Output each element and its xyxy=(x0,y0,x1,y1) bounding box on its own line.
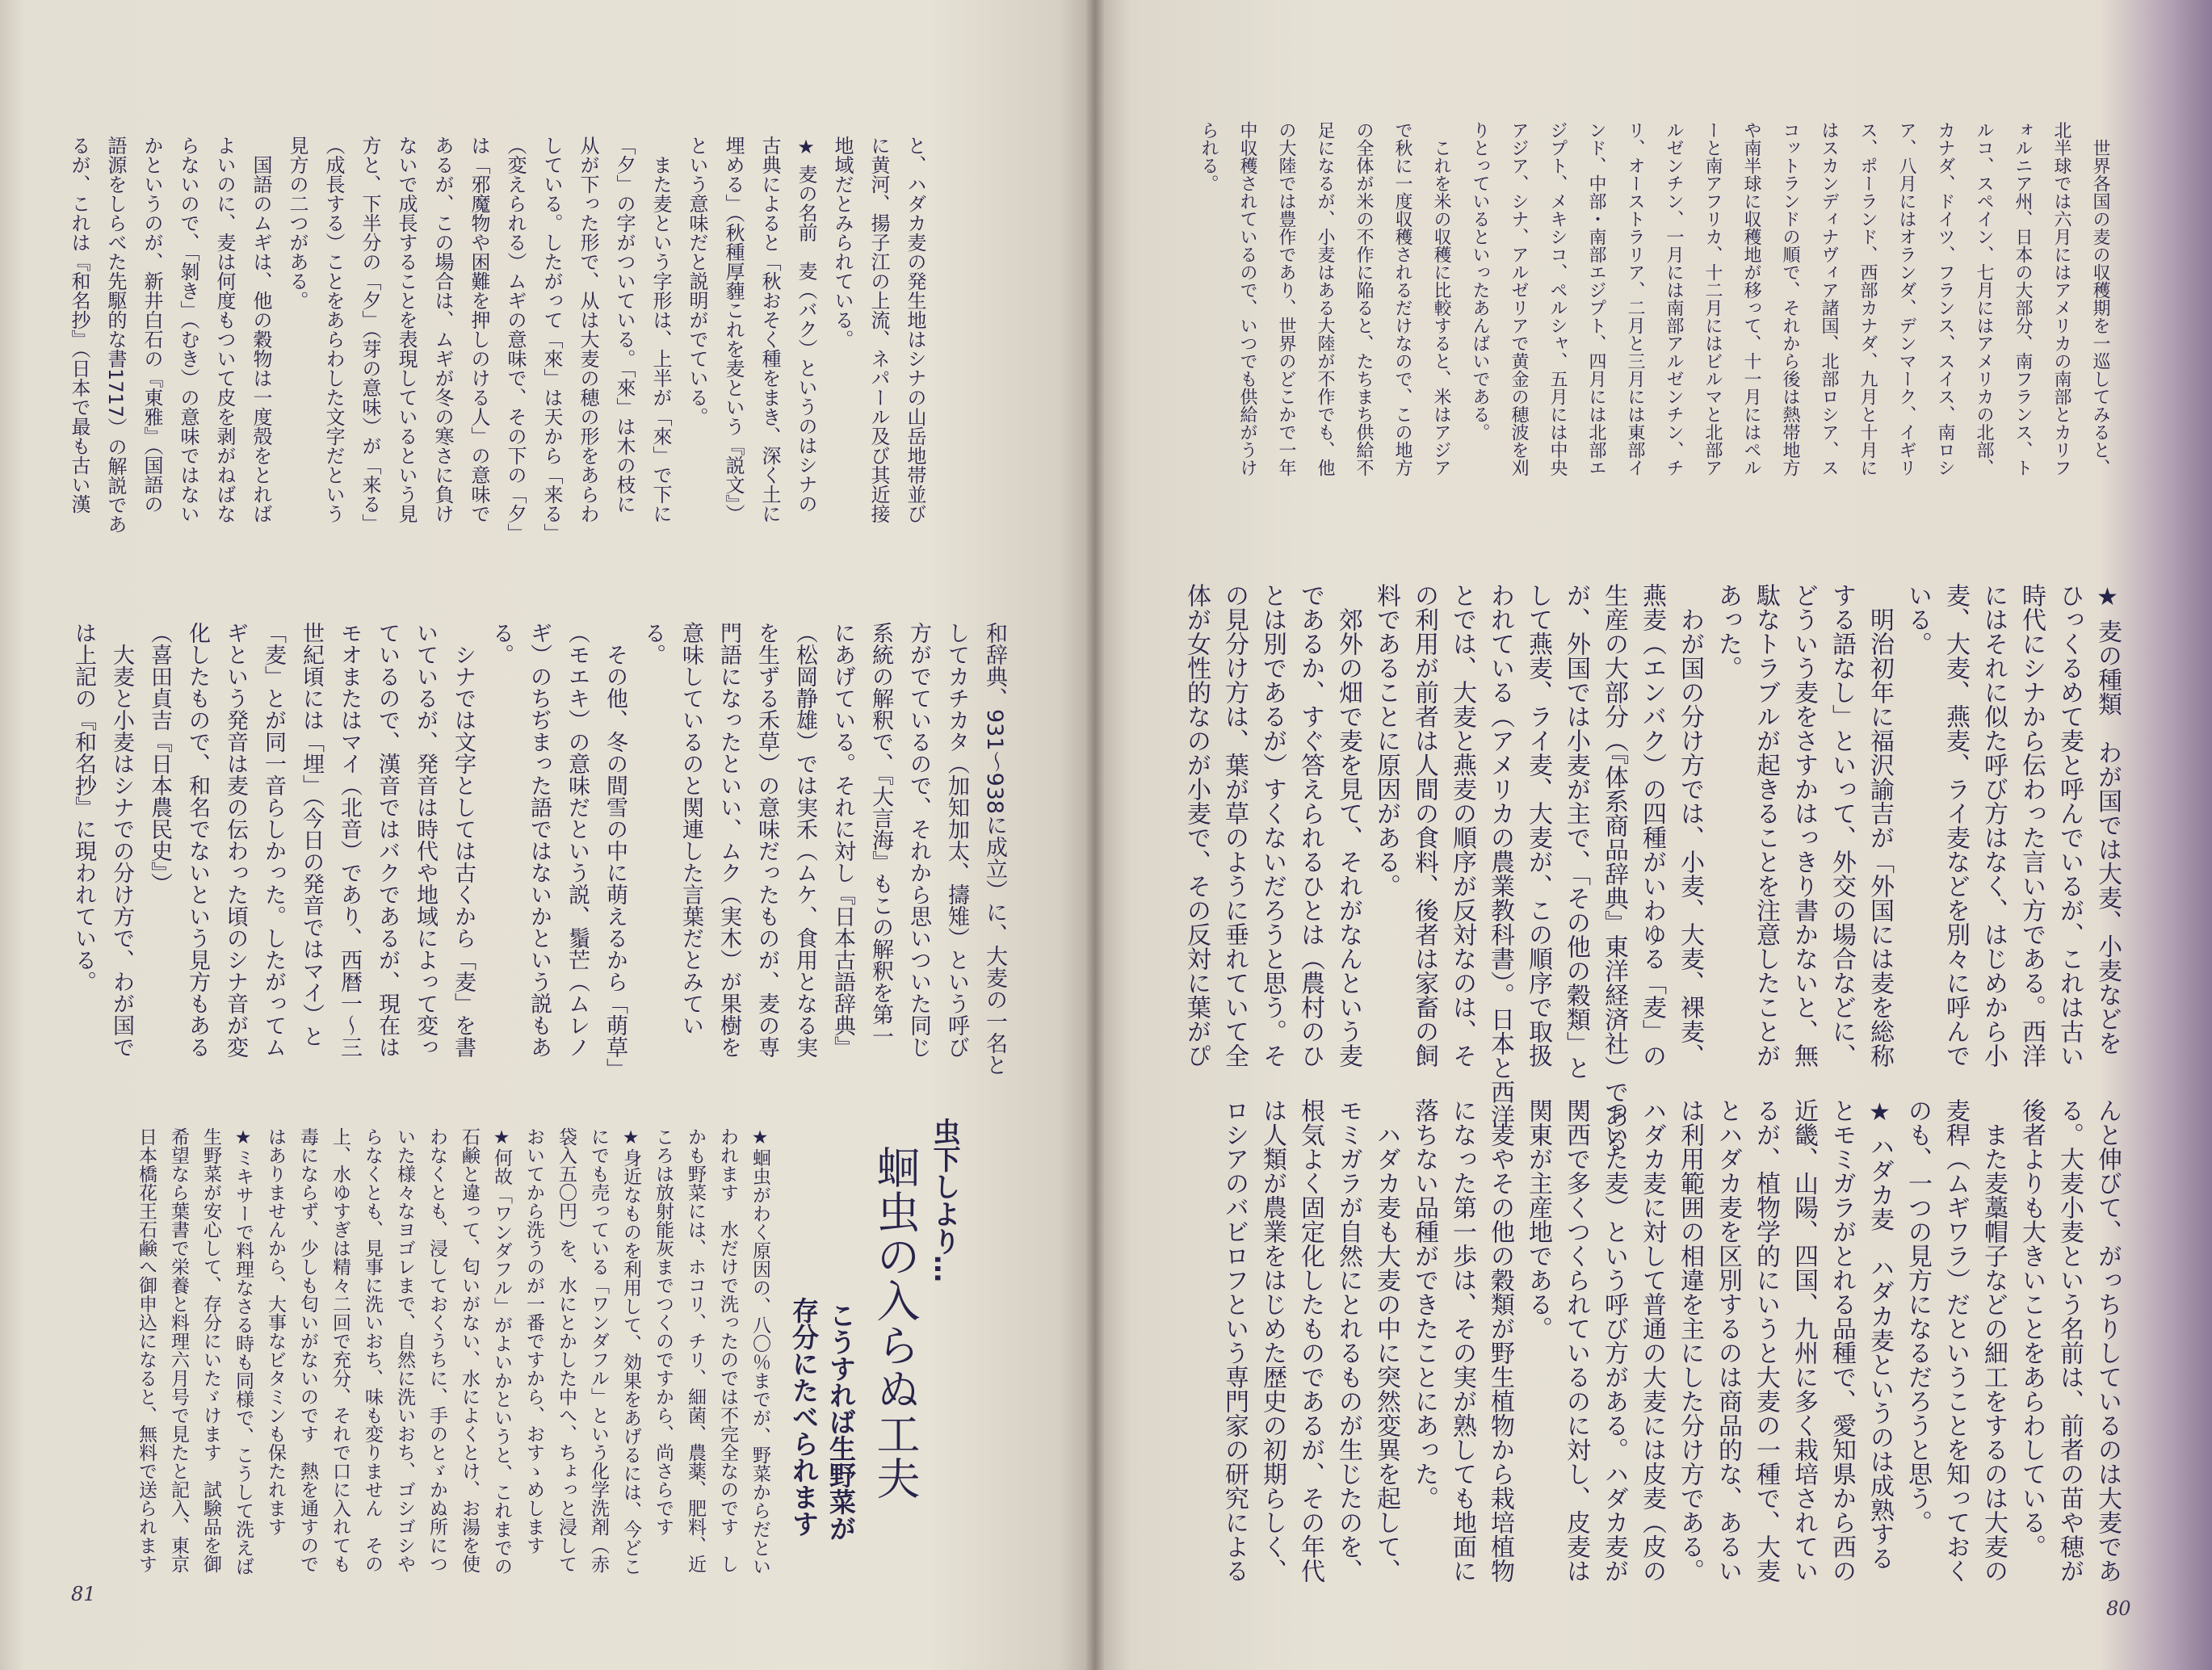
text-column: や南半球に収穫地が移って、十一月にはペル xyxy=(1741,121,1761,476)
text-column: 郊外の畑で麦を見て、それがなんという麦 xyxy=(1334,583,1362,1068)
text-column: ★ミキサーで料理なさる時も同様で、こうして洗えば xyxy=(233,1127,254,1576)
text-column: の見分け方は、葉が草のように垂れていて全 xyxy=(1220,583,1249,1068)
text-column: 化したもので、和名でないという見方もある xyxy=(185,622,210,1058)
text-column: はありませんから、大事なビタミンも保たれます xyxy=(265,1127,286,1536)
text-column: 関東が主産地である。 xyxy=(1524,1098,1552,1341)
text-column: して燕麦、ライ麦、大麦が、この順序で取扱 xyxy=(1524,583,1552,1068)
text-column: （喜田貞吉『日本農民史』） xyxy=(147,622,172,895)
text-column: 近畿、山陽、四国、九州に多く栽培されてい xyxy=(1790,1098,1818,1583)
text-column: 足になるが、小麦はある大陸が不作でも、他 xyxy=(1315,121,1335,476)
text-column: ★ 麦の名前 麦（バク）というのはシナの xyxy=(795,136,817,514)
text-column: 国語のムギは、他の穀物は一度殻をとれば xyxy=(250,136,272,523)
text-column: モオまたはマイ（北音）であり、西暦一〜三 xyxy=(337,622,362,1058)
article-types-block xyxy=(1177,583,2126,1152)
ad-subtitle-2: 存分にたべられます xyxy=(788,1297,820,1537)
text-column: している。したがって「來」は天から「来る」 xyxy=(540,136,563,543)
text-column: ているので、漢音ではバクであるが、現在は xyxy=(375,622,400,1058)
text-column: かというのが、新井白石の『東雅』（国語の xyxy=(141,136,163,514)
text-column: われている（アメリカの農業教科書）。日本と西洋 xyxy=(1486,583,1514,1128)
text-column: ★蛔虫がわく原因の、八〇％までが、野菜からだとい xyxy=(749,1127,770,1576)
text-column: は人類が農業をはじめた歴史の初期らしく、 xyxy=(1258,1098,1286,1583)
text-column: んと伸びて、がっちりしているのは大麦であ xyxy=(2093,1098,2122,1583)
text-column: になった第一歩は、その実が熟しても地面に xyxy=(1448,1098,1476,1583)
text-column: これを米の収穫に比較すると、米はアジア xyxy=(1431,121,1451,476)
text-column: とでは、大麦と燕麦の順序が反対なのは、そ xyxy=(1448,583,1476,1068)
text-column: の利用が前者は人間の食料、後者は家畜の飼 xyxy=(1410,583,1438,1068)
text-column: 麦、大麦、燕麦、ライ麦などを別々に呼んで xyxy=(1941,583,1970,1068)
text-column: 「麦」とが同一音らしかった。したがってム xyxy=(261,622,286,1058)
text-column: 語源をしらべた先駆的な書1717）の解説であ xyxy=(104,136,127,535)
text-column: おいてから洗うのが一番ですから、おすゝめします xyxy=(523,1127,544,1555)
text-column: カナダ、ドイツ、フランス、スイス、南ロシ xyxy=(1935,121,1955,476)
text-column: アジア、シナ、アルゼリアで黄金の穂波を刈 xyxy=(1509,121,1529,476)
text-column: とハダカ麦を区別するのは商品的な、あるい xyxy=(1714,1098,1742,1583)
text-column: 埋める」（秋種厚薶これを麦という『説文』） xyxy=(722,136,745,523)
text-column: わが国の分け方では、小麦、大麦、裸麦、 xyxy=(1676,583,1704,1068)
text-column: 石鹸と違って、匂いがない、水によくとけ、お湯を使 xyxy=(459,1127,480,1573)
text-column: 和辞典、931〜938に成立）に、大麦の一名と xyxy=(982,622,1007,1076)
text-column: 燕麦（エンバク）の四種がいわゆる「麦」の xyxy=(1638,583,1666,1068)
text-column: とモミガラがとれる品種で、愛知県から西の xyxy=(1828,1098,1856,1583)
text-column: いる。 xyxy=(1903,583,1932,656)
page-number-right: 80 xyxy=(2106,1597,2131,1620)
text-column: あった。 xyxy=(1714,583,1742,680)
text-column: 後者よりも大きいことをあらわしている。 xyxy=(2017,1098,2046,1559)
text-column: にあげている。それに対し『日本古語辞典』 xyxy=(830,622,855,1058)
text-column: わなくとも、浸しておくうちに、手のとゞかぬ所につ xyxy=(426,1127,447,1573)
text-column: ★ ハダカ麦 ハダカ麦というのは成熟する xyxy=(1866,1098,1894,1571)
text-column: 生産の大部分（『体系商品辞典』東洋経済社）である xyxy=(1600,583,1628,1152)
text-column: どういう麦をさすかはっきり書かないと、無 xyxy=(1790,583,1818,1068)
text-column: ア、八月にはオランダ、デンマーク、イギリ xyxy=(1896,121,1916,476)
text-column: 「夕」の字がついている。「來」は木の枝に xyxy=(613,136,636,514)
text-column: の大陸では豊作であり、世界のどこかで一年 xyxy=(1276,121,1296,476)
article-origin-block xyxy=(61,136,933,543)
text-column: 門語になったといい、ムク（実木）が果樹を xyxy=(716,622,741,1058)
text-column: ★身近なものを利用して、効果をあげるには、今どこ xyxy=(620,1127,641,1576)
text-column: 地域だとみられている。 xyxy=(831,136,854,349)
text-column: は「邪魔物や困難を押しのける人」の意味で xyxy=(468,136,490,523)
text-column: ルゼンチン、一月には南部アルゼンチン、チ xyxy=(1664,121,1684,476)
text-column: ス、ポーランド、西部カナダ、九月と十月に xyxy=(1857,121,1878,476)
text-column: の全体が米の不作に陥ると、たちまち供給不 xyxy=(1354,121,1374,476)
text-column: 駄なトラブルが起きることを注意したことが xyxy=(1752,583,1780,1068)
text-column: 麦やその他の穀類が野生植物から栽培植物 xyxy=(1486,1098,1514,1583)
text-column: と、ハダカ麦の発生地はシナの山岳地帯並び xyxy=(904,136,926,523)
text-column: 希望なら葉書で栄養と料理六月号で見たと記入、東京 xyxy=(168,1127,189,1573)
text-column: ルコ、スペイン、七月にはアメリカの北部、 xyxy=(1974,121,1994,476)
text-column: （松岡静雄）では実禾（ムケ、食用となる実 xyxy=(792,622,817,1058)
text-column: 方と、下半分の「夕」（芽の意味）が「来る」 xyxy=(359,136,381,533)
text-column: われます 水だけで洗ったのでは不完全なのです し xyxy=(717,1127,738,1573)
text-column: リ、オーストラリア、二月と三月には東部イ xyxy=(1625,121,1645,476)
text-column: 大麦と小麦はシナでの分け方で、わが国で xyxy=(109,622,134,1058)
ad-body xyxy=(130,1127,776,1580)
text-column: を生ずる禾草）の意味だったものが、麦の専 xyxy=(754,622,779,1058)
text-column: 世界各国の麦の収穫期を一巡してみると、 xyxy=(2090,121,2110,476)
text-column: また麦という字形は、上半が「來」で下に xyxy=(649,136,672,523)
text-column: る。 xyxy=(489,622,514,665)
ad-kicker: 虫下しより… xyxy=(928,1118,960,1282)
text-column: 世紀頃には「埋」（今日の発音ではマイ）と xyxy=(299,622,324,1047)
text-column: ころは放射能灰までつくのですから、尚さらです xyxy=(653,1127,674,1536)
text-column: よいのに、麦は何度もついて皮を剥がねばな xyxy=(213,136,236,523)
text-column: 見方の二つがある。 xyxy=(286,136,309,310)
text-column: 方がでているので、それから思いついた同じ xyxy=(906,622,931,1058)
ad-title: 蛔虫の入らぬ工夫 xyxy=(870,1145,921,1500)
text-column: ハダカ麦も大麦の中に突然変異を起して、 xyxy=(1372,1098,1400,1583)
article-harvest-block xyxy=(1189,121,2119,493)
text-column: 根気よく固定化したものであるが、その年代 xyxy=(1296,1098,1324,1583)
text-column: （変えられる）ムギの意味で、その下の「夕」 xyxy=(504,136,527,543)
text-column: ロシアのバビロフという専門家の研究による xyxy=(1220,1098,1249,1583)
text-column: るが、これは『和名抄』（日本で最も古い漢 xyxy=(68,136,90,514)
text-column: 古典によると「秋おそく種をまき、深く土に xyxy=(758,136,781,523)
text-column: 生野菜が安心して、存分にいたゞけます 試験品を御 xyxy=(200,1127,221,1573)
text-column: ーと南アフリカ、十二月にはビルマと北部ア xyxy=(1702,121,1723,476)
text-column: る。 xyxy=(640,622,665,665)
text-column: ギ）のちぢまった語ではないかという説もあ xyxy=(527,622,552,1058)
text-column: ★何故「ワンダフル」がよいかというと、これまでの xyxy=(491,1127,512,1576)
ad-subtitle-1: こうすれば生野菜が xyxy=(825,1302,857,1542)
text-column: （モエキ）の意味だという説、鬚芒（ムレノ xyxy=(565,622,590,1058)
text-column: 北半球では六月にはアメリカの南部とカリフ xyxy=(2051,121,2071,476)
text-column: いているが、発音は時代や地域によって変っ xyxy=(413,622,438,1058)
text-column: ないで成長することを表現しているという見 xyxy=(395,136,418,523)
text-column: はスカンディナヴィア諸国、北部ロシア、ス xyxy=(1819,121,1839,476)
article-hadaka-block xyxy=(1215,1098,2126,1599)
text-column: モミガラが自然にとれるものが生じたのを、 xyxy=(1334,1098,1362,1583)
text-column: いた様々なヨゴレまで、自然に洗いおち、ゴシゴシや xyxy=(394,1127,415,1573)
text-column: とは別であるが）すくないだろうと思う。そ xyxy=(1258,583,1286,1068)
text-column: 麦稈（ムギワラ）だということを知っておく xyxy=(1941,1098,1970,1583)
text-column: あるが、この場合は、ムギが冬の寒さに負け xyxy=(431,136,454,523)
text-column: る。大麦小麦という名前は、前者の苗や穂が xyxy=(2055,1098,2084,1583)
text-column: 上、水ゆすぎは精々二回で充分、それで口に入れても xyxy=(329,1127,350,1573)
text-column: にでも売っている「ワンダフル」という化学洗剤（赤 xyxy=(588,1127,609,1573)
text-column: という意味だと説明がでている。 xyxy=(686,136,708,426)
text-column: その他、冬の間雪の中に萌えるから「萌草」 xyxy=(602,622,628,1080)
text-column: する語なし」といって、外交の場合などに、 xyxy=(1828,583,1856,1068)
text-column: らないので、「剝き」（むき）の意味ではない xyxy=(177,136,199,523)
text-column: ジプト、メキシコ、ペルシャ、五月には中央 xyxy=(1547,121,1568,476)
text-column: られる。 xyxy=(1198,121,1219,192)
text-column: で秋に一度収穫されるだけなので、この地方 xyxy=(1392,121,1412,476)
text-column: に黄河、揚子江の上流、ネパール及び其近接 xyxy=(867,136,890,523)
text-column: また麦藁帽子などの細工をするのは大麦の xyxy=(1979,1098,2008,1583)
text-column: であるか、すぐ答えられるひとは（農村のひ xyxy=(1296,583,1324,1068)
book-gutter xyxy=(1086,0,1104,1670)
text-column: が、外国では小麦が主で、「その他の穀類」と xyxy=(1562,583,1590,1080)
text-column: 関西で多くつくられているのに対し、皮麦は xyxy=(1562,1098,1590,1583)
text-column: してカチカタ（加知加太、擣雉）という呼び xyxy=(944,622,969,1058)
text-column: は利用範囲の相違を主にした分け方である。 xyxy=(1676,1098,1704,1583)
text-column: 体が女性的なのが小麦で、その反対に葉がぴ xyxy=(1182,583,1211,1068)
text-column: ひっくるめて麦と呼んでいるが、これは古い xyxy=(2055,583,2084,1068)
text-column: のも、一つの見方になるだろうと思う。 xyxy=(1903,1098,1932,1534)
text-column: ★ 麦の種類 わが国では大麦、小麦などを xyxy=(2093,583,2122,1055)
text-column: るが、植物学的にいうと大麦の一種で、大麦 xyxy=(1752,1098,1780,1583)
text-column: は上記の『和名抄』に現われている。 xyxy=(71,622,96,992)
page-number-left: 81 xyxy=(71,1583,96,1605)
text-column: ンド、中部・南部エジプト、四月には北部エ xyxy=(1586,121,1606,476)
text-column: （成長する）ことをあらわした文字だという xyxy=(322,136,345,523)
text-column: にはそれに似た呼び方はなく、はじめから小 xyxy=(1979,583,2008,1068)
text-column: ついた麦）という呼び方がある。ハダカ麦が xyxy=(1600,1098,1628,1583)
text-column: 料であることに原因がある。 xyxy=(1372,583,1400,898)
text-column: 毒にならず、少しも匂いがないのです 熱を通すので xyxy=(297,1127,318,1573)
text-column: 中収穫されているので、いつでも供給がうけ xyxy=(1237,121,1257,476)
text-column: ハダカ麦に対して普通の大麦には皮麦（皮の xyxy=(1638,1098,1666,1583)
text-column: シナでは文字としては古くから「麦」を書 xyxy=(451,622,476,1058)
text-column: 明治初年に福沢諭吉が「外国には麦を総称 xyxy=(1866,583,1894,1068)
text-column: 意味しているのと関連した言葉だとみてい xyxy=(678,622,703,1036)
text-column: 从が下った形で、从は大麦の穂の形をあらわ xyxy=(577,136,599,523)
text-column: かも野菜には、ホコリ、チリ、細菌、農薬、肥料、近 xyxy=(685,1127,706,1573)
text-column: りとっているといったあんばいである。 xyxy=(1470,121,1490,441)
text-column: 時代にシナから伝わった言い方である。西洋 xyxy=(2017,583,2046,1068)
text-column: 日本橋花王石鹸へ御申込になると、無料で送られます xyxy=(136,1127,157,1573)
text-column: ギという発音は麦の伝わった頃のシナ音が変 xyxy=(223,622,248,1058)
article-etymology-block xyxy=(65,622,1014,1080)
text-column: コットランドの順で、それから後は熱帯地方 xyxy=(1780,121,1800,476)
text-column: らなくとも、見事に洗いおち、味も変りません その xyxy=(362,1127,383,1573)
text-column: 落ちない品種ができたことにあった。 xyxy=(1410,1098,1438,1510)
text-column: 系統の解釈で、『大言海』もこの解釈を第一 xyxy=(868,622,893,1047)
text-column: ォルニア州、日本の大部分、南フランス、ト xyxy=(2013,121,2033,476)
text-column: 袋入五〇円）を、水にとかした中へ、ちょっと浸して xyxy=(556,1127,577,1573)
